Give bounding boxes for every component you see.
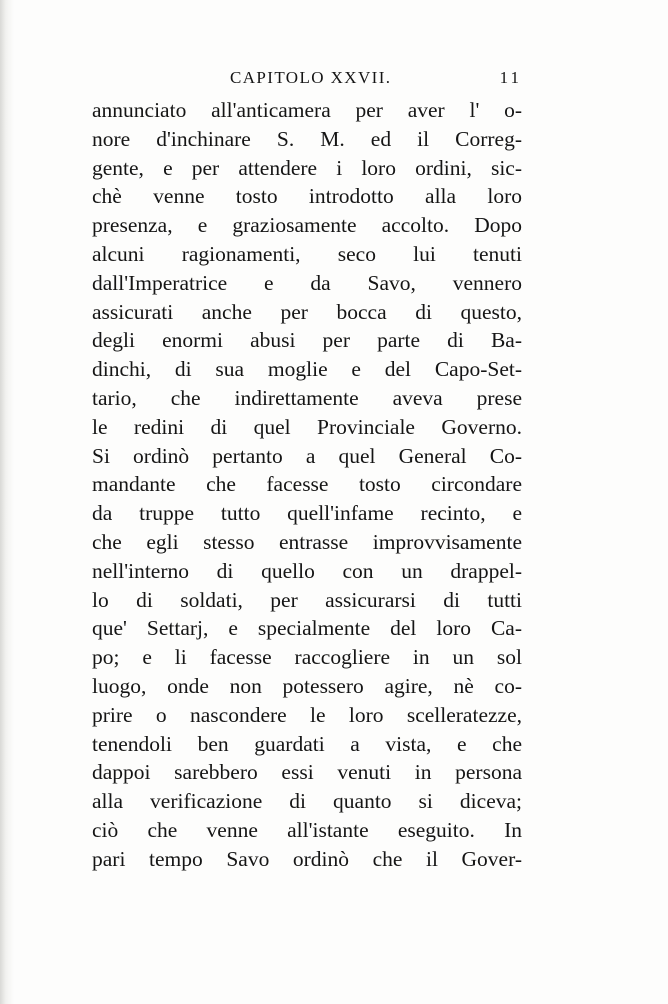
text-line: le redini di quel Provinciale Governo. <box>92 414 522 439</box>
text-line: prire o nascondere le loro scelleratezze, <box>92 702 522 727</box>
text-line: che egli stesso entrasse improvvisamente <box>92 529 522 554</box>
text-line: tario, che indirettamente aveva prese <box>92 385 522 410</box>
text-line: lo di soldati, per assicurarsi di tutti <box>92 587 522 612</box>
text-line: mandante che facesse tosto circondare <box>92 472 522 497</box>
text-line: chè venne tosto introdotto alla loro <box>92 184 522 209</box>
text-line: po; e li facesse raccogliere in un sol <box>92 645 522 670</box>
text-line: que' Settarj, e specialmente del loro Ca- <box>92 616 522 641</box>
page-binding-edge <box>0 0 14 1004</box>
text-line: nell'interno di quello con un drappel- <box>92 558 522 583</box>
running-head <box>230 68 522 94</box>
text-line: presenza, e graziosamente accolto. Dopo <box>92 213 522 238</box>
text-line: alla verificazione di quanto si diceva; <box>92 789 522 814</box>
text-line: dall'Imperatrice e da Savo, vennero <box>92 270 522 295</box>
text-line: pari tempo Savo ordinò che il Gover- <box>92 846 522 871</box>
text-line: tenendoli ben guardati a vista, e che <box>92 731 522 756</box>
text-line: alcuni ragionamenti, seco lui tenuti <box>92 241 522 266</box>
text-line: ciò che venne all'istante eseguito. In <box>92 817 522 842</box>
body-text <box>92 96 522 874</box>
text-line: assicurati anche per bocca di questo, <box>92 299 522 324</box>
text-line: nore d'inchinare S. M. ed il Correg- <box>92 126 522 151</box>
text-line: gente, e per attendere i loro ordini, sic- <box>92 155 522 180</box>
chapter-title: CAPITOLO XXVII. <box>230 68 392 87</box>
text-line: degli enormi abusi per parte di Ba- <box>92 328 522 353</box>
text-line: dappoi sarebbero essi venuti in persona <box>92 760 522 785</box>
text-line: Si ordinò pertanto a quel General Co- <box>92 443 522 468</box>
text-line: da truppe tutto quell'infame recinto, e <box>92 501 522 526</box>
page-number: 11 <box>499 68 522 87</box>
text-line: dinchi, di sua moglie e del Capo-Set- <box>92 357 522 382</box>
text-line: luogo, onde non potessero agire, nè co- <box>92 673 522 698</box>
text-line: annunciato all'anticamera per aver l' o- <box>92 98 522 122</box>
